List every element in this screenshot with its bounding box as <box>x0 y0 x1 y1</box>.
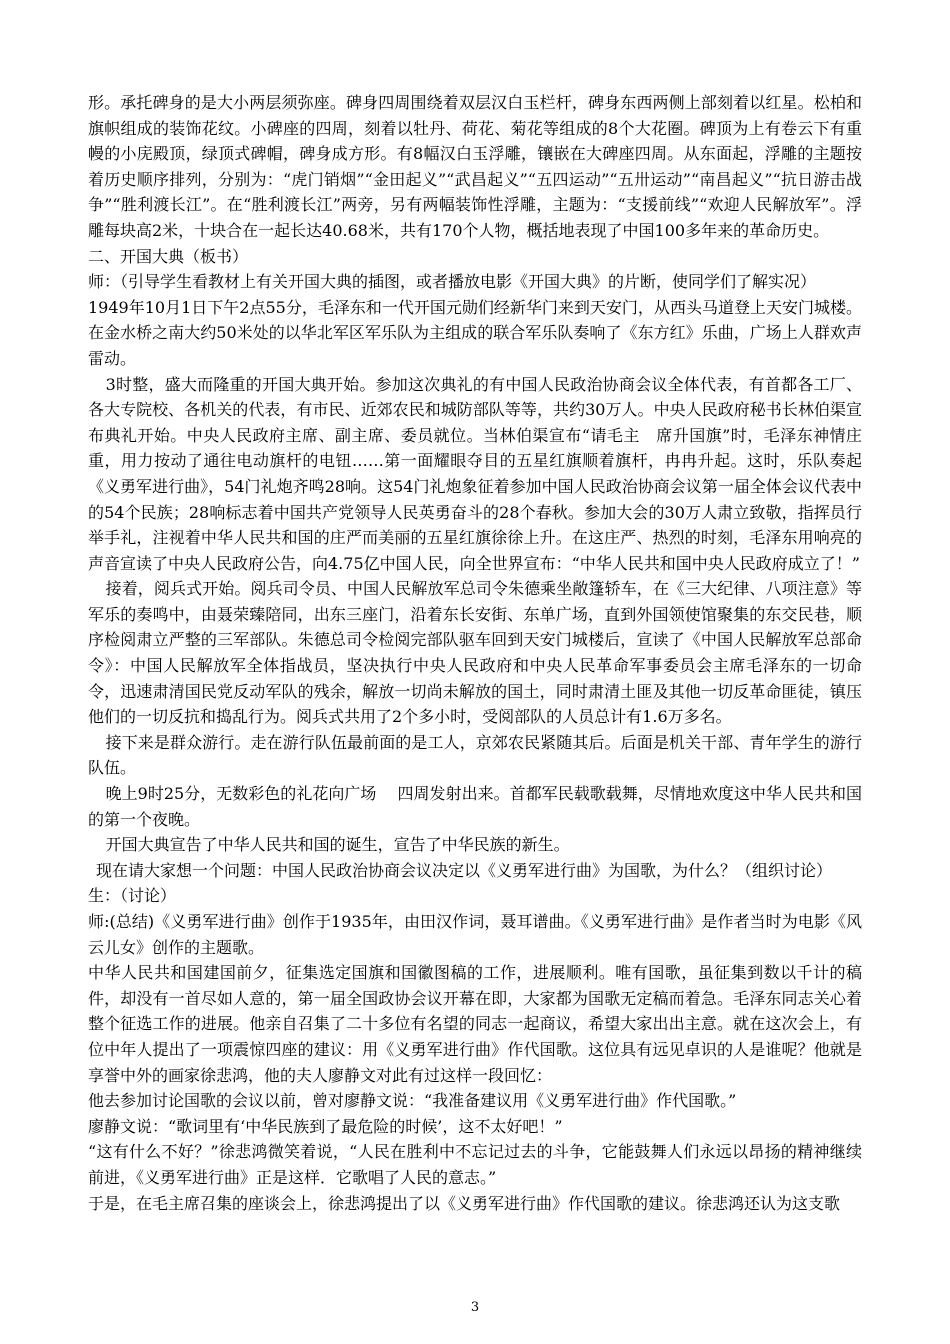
paragraph-ceremony-begins: 3时整，盛大而隆重的开国大典开始。参加这次典礼的有中国人民政治协商会议全体代表，有首都各工厂、各大专院校、各机关的代表，有市民、近郊农民和城防部队等等，共约30万人。中央人民政府秘书长林伯渠宣布典礼开始。中央人民政府主席、副主席、委员就位。当林伯渠宣布“请毛主 席升国旗”时，毛泽东神情庄重，用力按动了通往电动旗杆的电钮……第一面耀眼夺目的五星红旗顺着旗杆，冉冉升起。这时，乐队奏起《义勇军进行曲》，54门礼炮齐鸣28响。这54门礼炮象征着参加中国人民政治协商会议第一届全体会议代表中的54个民族；28响标志着中国共产党领导人民英勇奋斗的28个春秋。参加大会的30万人肃立致敬，指挥员行举手礼，注视着中华人民共和国的庄严而美丽的五星红旗徐徐上升。在这庄严、热烈的时刻，毛泽东用响亮的声音宣读了中央人民政府公告，向4.75亿中国人民，向全世界宣布：“中华人民共和国中央人民政府成立了！” <box>88 374 862 573</box>
paragraph-1949-arrival: 1949年10月1日下午2点55分，毛泽东和一代开国元勋们经新华门来到天安门，从西头马道登上天安门城楼。在金水桥之南大约50米处的以华北军区军乐队为主组成的联合军乐队奏响了《东方红》乐曲，广场上人群欢声雷动。 <box>88 297 862 368</box>
paragraph-teacher-guide: 师：（引导学生看教材上有关开国大典的插图，或者播放电影《开国大典》的片断，使同学们了解实况） <box>88 272 817 292</box>
paragraph-mass-parade: 接下来是群众游行。走在游行队伍最前面的是工人，京郊农民紧随其后。后面是机关干部、青年学生的游行队伍。 <box>88 732 862 778</box>
paragraph-fireworks: 晚上9时25分，无数彩色的礼花向广场 四周发射出来。首都军民载歌载舞，尽情地欢度这中华人民共和国的第一个夜晚。 <box>88 784 862 829</box>
paragraph-teacher-summary: 师:(总结)《义勇军进行曲》创作于1935年，由田汉作词，聂耳谱曲。《义勇军进行曲》是作者当时为电影《风云儿女》创作的主题歌。 <box>88 912 862 957</box>
paragraph-proposal: 于是，在毛主席召集的座谈会上，徐悲鸿提出了以《义勇军进行曲》作代国歌的建议。徐悲鸿还认为这支歌 <box>88 1193 841 1213</box>
paragraph-xu-beihong-response: “这有什么不好？”徐悲鸿微笑着说，“人民在胜利中不忘记过去的斗争，它能鼓舞人们永远以昂扬的精神继续前进，《义勇军进行曲》正是这样．它歌唱了人民的意志。” <box>88 1142 862 1187</box>
paragraph-military-parade: 接着，阅兵式开始。阅兵司令员、中国人民解放军总司令朱德乘坐敞篷轿车，在《三大纪律、八项注意》等军乐的奏鸣中，由聂荣臻陪同，出东三座门，沿着东长安街、东单广场，直到外国领使馆聚集的东交民巷，顺序检阅肃立严整的三军部队。朱德总司令检阅完部队驱车回到天安门城楼后，宣读了《中国人民解放军总部命令》：中国人民解放军全体指战员，坚决执行中央人民政府和中央人民革命军事委员会主席毛泽东的一切命令，迅速肃清国民党反动军队的残余，解放一切尚未解放的国土，同时肃清土匪及其他一切反革命匪徒，镇压他们的一切反抗和捣乱行为。阅兵式共用了2个多小时，受阅部队的人员总计有1.6万多名。 <box>88 579 862 727</box>
paragraph-liao-jingwen-reply: 廖静文说：“歌词里有‘中华民族到了最危险的时候’，这不太好吧！” <box>88 1116 563 1136</box>
section-heading-founding-ceremony: 二、开国大典（板书） <box>88 246 249 266</box>
document-body <box>88 90 862 1216</box>
paragraph-monument-relief: 形。承托碑身的是大小两层须弥座。碑身四周围绕着双层汉白玉栏杆，碑身东西两侧上部刻着以红星。松柏和旗帜组成的装饰花纹。小碑座的四周，刻着以牡丹、荷花、菊花等组成的8个大花圈。碑顶为上有卷云下有重幔的小庑殿顶，绿顶式碑帽，碑身成方形。有8幅汉白玉浮雕，镶嵌在大碑座四周。从东面起，浮雕的主题按着历史顺序排列，分别为：“虎门销烟”“金田起义”“武昌起义”“五四运动”“五卅运动”“南昌起义”“抗日游击战争”“胜利渡长江”。在“胜利渡长江”两旁，另有两幅装饰性浮雕，主题为：“支援前线”“欢迎人民解放军”。浮雕每块高2米，十块合在一起长达40.68米，共有170个人物，概括地表现了中国100多年来的革命历史。 <box>88 93 862 240</box>
paragraph-discussion-question: 现在请大家想一个问题：中国人民政治协商会议决定以《义勇军进行曲》为国歌，为什么？（组织讨论） <box>96 860 833 880</box>
page-number: 3 <box>470 1300 480 1315</box>
paragraph-student-discussion: 生：（讨论） <box>88 886 177 906</box>
paragraph-anthem-selection: 中华人民共和国建国前夕，征集选定国旗和国徽图稿的工作，进展顺利。唯有国歌，虽征集到数以千计的稿件，却没有一首尽如人意的，第一届全国政协会议开幕在即，大家都为国歌无定稿而着急。毛泽东同志关心着整个征选工作的进展。他亲自召集了二十多位有名望的同志一起商议，希望大家出出主意。就在这次会上，有位中年人提出了一项震惊四座的建议：用《义勇军进行曲》作代国歌。这位具有远见卓识的人是谁呢？他就是享誉中外的画家徐悲鸿，他的夫人廖静文对此有过这样一段回忆： <box>88 963 862 1085</box>
paragraph-xu-beihong-quote: 他去参加讨论国歌的会议以前，曾对廖静文说：“我准备建议用《义勇军进行曲》作代国歌。” <box>88 1091 737 1111</box>
paragraph-ceremony-significance: 开国大典宣告了中华人民共和国的诞生，宣告了中华民族的新生。 <box>105 835 570 855</box>
